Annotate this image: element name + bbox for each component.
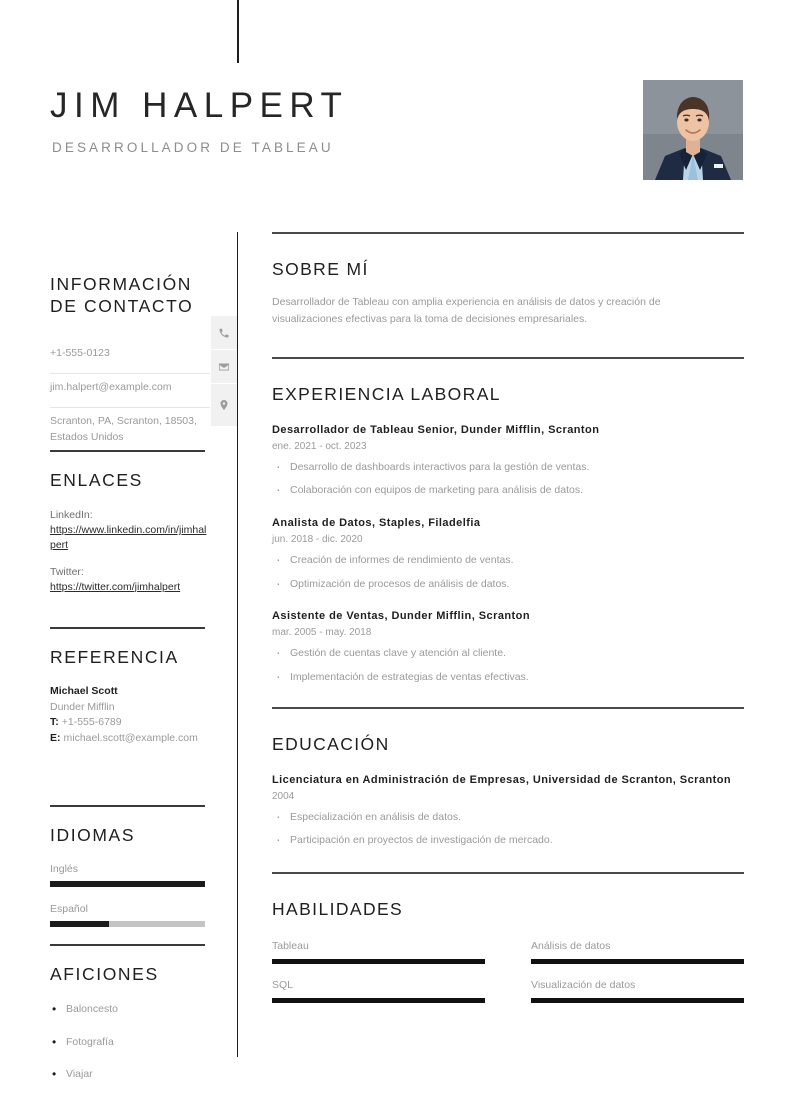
experience-divider-rule [272,357,744,359]
reference-company: Dunder Mifflin [50,700,115,713]
language-item-espanol [50,903,210,927]
section-links [50,450,210,595]
skills-divider-rule [272,872,744,874]
link-url-linkedin[interactable]: https://www.linkedin.com/in/jimhalpert [50,524,207,552]
skill-bar [531,998,744,1003]
skill-bar-fill [272,998,485,1003]
experience-role: Desarrollador de Tableau Senior, Dunder Mifflin, Scranton [272,423,600,436]
links-list [50,508,210,595]
contact-phone: +1-555-0123 [50,346,110,359]
education-divider-rule [272,707,744,709]
skill-item-sql [272,979,485,1003]
experience-date: jun. 2018 - dic. 2020 [272,533,363,545]
experience-date: ene. 2021 - oct. 2023 [272,440,367,452]
job-title: DESARROLLADOR DE TABLEAU [52,140,334,155]
list-item: · Especialización en análisis de datos. [272,810,744,825]
list-item: • Baloncesto [50,1002,220,1017]
section-title-contact [50,274,210,318]
top-vertical-rule [237,0,239,63]
languages-divider-rule [50,805,205,807]
section-title-hobbies: AFICIONES [50,964,159,984]
experience-bullets [272,553,744,591]
contact-row-address [50,408,210,453]
envelope-icon-cell [211,350,237,384]
section-languages [50,805,210,943]
hobbies-list [50,1002,220,1082]
link-label-linkedin: LinkedIn: [50,508,93,521]
link-url-twitter[interactable]: https://twitter.com/jimhalpert [50,580,181,593]
section-title-links: ENLACES [50,470,143,490]
section-title-skills: HABILIDADES [272,898,404,919]
list-item: · Creación de informes de rendimiento de ventas. [272,553,744,568]
experience-role: Asistente de Ventas, Dunder Mifflin, Scranton [272,610,531,623]
skill-name: Visualización de datos [531,978,636,991]
section-title-languages: IDIOMAS [50,825,136,845]
location-pin-icon [218,399,230,411]
section-contact [50,274,210,452]
language-bar-ingles [50,881,205,887]
education-bullets [272,810,744,848]
skill-item-analisis-de-datos [531,940,744,964]
reference-email-value: michael.scott@example.com [63,731,198,744]
language-bar-espanol [50,921,205,927]
reference-name: Michael Scott [50,684,118,697]
experience-entry [272,609,744,684]
reference-body [50,684,210,746]
main-column [272,232,744,1003]
skill-bar [531,959,744,964]
skill-name: Análisis de datos [531,939,611,952]
education-entry [272,773,744,848]
skill-bar [272,959,485,964]
contact-list [50,340,210,453]
language-bar-fill-ingles [50,881,205,887]
section-about [272,232,744,329]
hobbies-divider-rule [50,944,205,946]
resume-header [0,72,794,202]
section-title-education: EDUCACIÓN [272,733,390,754]
skills-grid [272,940,744,1003]
experience-role: Analista de Datos, Staples, Filadelfia [272,516,481,529]
about-summary-text: Desarrollador de Tableau con amplia experiencia en análisis de datos y creación de visualizaciones efectivas para la toma de decisiones empresariales. [272,296,661,326]
contact-address: Scranton, PA, Scranton, 18503, Estados Unidos [50,414,197,443]
experience-entry [272,423,744,498]
list-item: · Optimización de procesos de análisis de datos. [272,577,744,592]
link-item-linkedin [50,508,210,554]
language-bar-fill-espanol [50,921,109,927]
contact-icon-strip [211,316,237,427]
skill-bar [272,998,485,1003]
reference-divider-rule [50,627,205,629]
contact-title-line1: INFORMACIÓN [50,274,193,294]
location-pin-icon-cell [211,384,237,427]
section-skills [272,872,744,1003]
section-education [272,707,744,848]
page-title: JIM HALPERT [50,86,349,125]
skill-name: Tableau [272,939,309,952]
skill-bar-fill [531,959,744,964]
education-date: 2004 [272,790,295,802]
sidebar [0,232,237,1120]
contact-row-phone [50,340,210,374]
link-item-twitter [50,565,210,595]
list-item: · Desarrollo de dashboards interactivos para la gestión de ventas. [272,460,744,475]
section-reference [50,627,210,746]
contact-email: jim.halpert@example.com [50,380,172,393]
avatar [643,80,743,180]
column-divider-rule [237,232,238,1057]
links-divider-rule [50,450,205,452]
language-name-ingles: Inglés [50,862,79,875]
education-degree: Licenciatura en Administración de Empresas, Universidad de Scranton, Scranton [272,773,732,786]
contact-row-email [50,374,210,408]
phone-icon [218,327,230,339]
reference-phone-line [50,715,210,730]
languages-list [50,863,210,927]
reference-email-line [50,731,210,746]
list-item: • Viajar [50,1067,220,1082]
list-item: • Fotografía [50,1035,220,1050]
list-item: · Participación en proyectos de investigación de mercado. [272,833,744,848]
profile-photo-illustration [643,80,743,180]
experience-bullets [272,460,744,498]
section-title-experience: EXPERIENCIA LABORAL [272,383,501,404]
contact-title-line2: DE CONTACTO [50,295,194,316]
experience-bullets [272,646,744,684]
skill-name: SQL [272,978,294,991]
skill-item-visualizacion-de-datos [531,979,744,1003]
language-name-espanol: Español [50,902,88,915]
link-label-twitter: Twitter: [50,565,84,578]
section-title-reference: REFERENCIA [50,647,179,667]
list-item: · Colaboración con equipos de marketing para análisis de datos. [272,483,744,498]
reference-phone-key: T: [50,716,59,729]
links-gap [50,554,210,565]
envelope-icon [218,361,230,373]
skill-bar-fill [531,998,744,1003]
reference-email-key: E: [50,731,61,744]
section-title-about: SOBRE MÍ [272,259,369,279]
skill-bar-fill [272,959,485,964]
experience-entry [272,516,744,591]
language-item-ingles [50,863,210,887]
phone-icon-cell [211,316,237,350]
list-item: · Gestión de cuentas clave y atención al cliente. [272,646,744,661]
section-experience [272,357,744,685]
about-divider-rule [272,232,744,234]
reference-phone-value: +1-555-6789 [61,716,122,729]
section-hobbies [50,944,220,1100]
experience-date: mar. 2005 - may. 2018 [272,627,372,639]
list-item: · Implementación de estrategias de ventas efectivas. [272,670,744,685]
skill-item-tableau [272,940,485,964]
